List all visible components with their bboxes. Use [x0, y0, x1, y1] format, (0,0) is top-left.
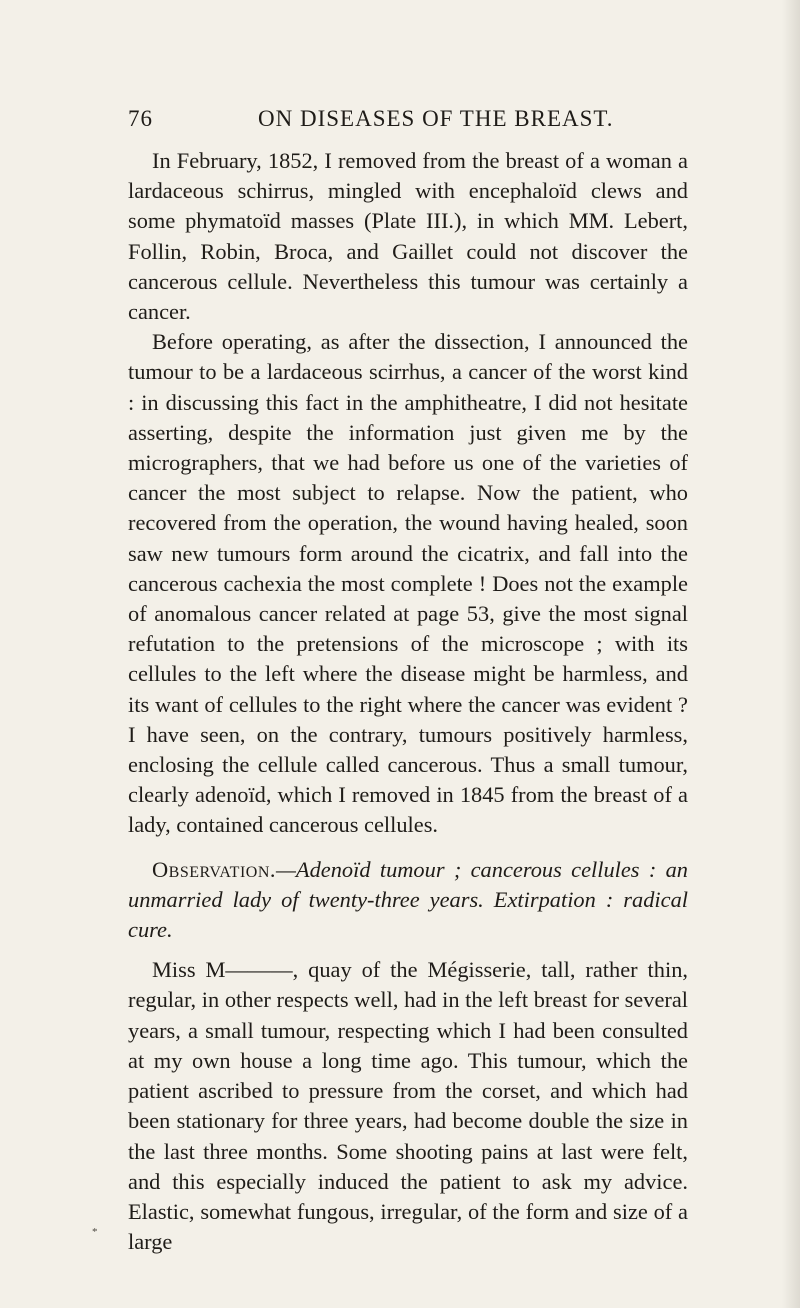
printer-mark: *: [92, 1226, 98, 1238]
running-head: [128, 106, 688, 138]
observation-heading: [128, 855, 688, 946]
page-edge-shadow: [782, 0, 800, 1308]
body-text: [128, 146, 688, 1257]
observation-label: Observation.: [152, 856, 276, 882]
paragraph: Before operating, as after the dissection, I announced the tumour to be a lardaceous scirrhus, a cancer of the worst kind : in discussing this fact in the amphitheatre, I did not hesitate asserting, despite the information just given me by the micrographers, that we had before us one of the varieties of cancer the most subject to relapse. Now the patient, who recovered from the operation, the wound having healed, soon saw new tumours form around the cicatrix, and fall into the cancerous cachexia the most complete ! Does not the example of anomalous cancer related at page 53, give the most signal refutation to the pretensions of the microscope ; with its cellules to the left where the disease might be harmless, and its want of cellules to the right where the cancer was evident ? I have seen, on the contrary, tumours positively harmless, enclosing the cellule called cancerous. Thus a small tumour, clearly adenoïd, which I removed in 1845 from the breast of a lady, contained cancerous cellules.: [128, 329, 688, 838]
observation-title: —Adenoïd tumour ; cancerous cellules : an unmarried lady of twenty-three years. Extirpation : radical cure.: [128, 856, 688, 943]
page-number: 76: [128, 106, 153, 131]
running-title: ON DISEASES OF THE BREAST.: [258, 106, 614, 131]
case-paragraph: Miss M———, quay of the Mégisserie, tall, rather thin, regular, in other respects well, had in the left breast for several years, a small tumour, respecting which I had been consulted at my own house a long time ago. This tumour, which the patient ascribed to pressure from the corset, and which had been stationary for three years, had become double the size in the last three months. Some shooting pains at last were felt, and this especially induced the patient to ask my advice. Elastic, somewhat fungous, irregular, of the form and size of a large: [128, 957, 688, 1255]
paragraph: In February, 1852, I removed from the breast of a woman a lardaceous schirrus, mingled with encephaloïd clews and some phymatoïd masses (Plate III.), in which MM. Lebert, Follin, Robin, Broca, and Gaillet could not discover the cancerous cellule. Nevertheless this tumour was certainly a cancer.: [128, 148, 688, 325]
